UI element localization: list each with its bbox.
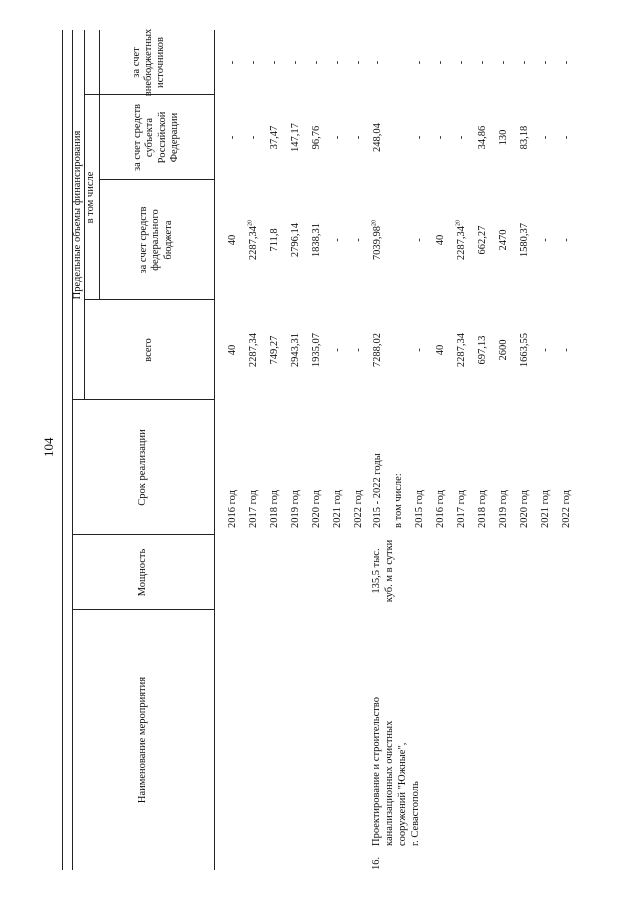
total-cell-value: 2287,34 — [456, 332, 467, 368]
period-cell-value: 2020 год — [519, 490, 530, 528]
regional-cell-value: 248,04 — [372, 123, 383, 152]
period-cell — [409, 400, 430, 528]
period-cell — [556, 400, 577, 528]
regional-cell — [306, 95, 327, 180]
total-cell — [243, 300, 264, 400]
total-cell — [222, 300, 243, 400]
period-cell-value: 2018 год — [269, 490, 280, 528]
item-name-line: сооружений "Южные", — [397, 742, 408, 846]
federal-cell-value: 7039,98 — [372, 225, 383, 261]
header-financing: Предельные объемы финансирования — [71, 130, 83, 300]
regional-cell-value: - — [332, 135, 343, 140]
federal-cell-value: 2287,34 — [248, 225, 259, 261]
extra-cell — [327, 30, 348, 95]
regional-cell — [409, 95, 430, 180]
footnote-ref: 20 — [247, 219, 254, 226]
total-cell-value: 749,27 — [269, 335, 280, 365]
extra-cell — [556, 30, 577, 95]
period-cell — [514, 400, 535, 528]
period-cell-value: 2021 год — [332, 490, 343, 528]
federal-cell-value: - — [414, 238, 425, 242]
header-name: Наименование мероприятия — [136, 676, 148, 804]
table-row — [264, 30, 285, 870]
period-cell-value: 2020 год — [311, 490, 322, 528]
federal-cell — [222, 180, 243, 300]
regional-cell-value: - — [414, 135, 425, 140]
federal-cell-value: - — [332, 238, 343, 242]
total-cell-value: 697,13 — [477, 335, 488, 365]
federal-cell-value: 2470 — [498, 229, 509, 251]
regional-cell-value: - — [561, 135, 572, 140]
regional-cell-value: 96,76 — [311, 125, 322, 150]
total-cell — [367, 300, 388, 400]
table-row — [348, 30, 369, 870]
period-cell — [306, 400, 327, 528]
table-row — [285, 30, 306, 870]
extra-cell-value: - — [540, 60, 551, 65]
total-cell-value: 40 — [227, 344, 238, 356]
document-footer — [0, 843, 1, 880]
extra-cell — [348, 30, 369, 95]
extra-cell — [306, 30, 327, 95]
regional-cell — [264, 95, 285, 180]
federal-cell-value: - — [561, 238, 572, 242]
extra-cell — [535, 30, 556, 95]
extra-cell-value: - — [227, 60, 238, 65]
federal-cell-value: 40 — [227, 234, 238, 246]
period-cell-value: 2016 год — [227, 490, 238, 528]
total-cell-value: - — [540, 348, 551, 352]
footnote-ref: 20 — [371, 219, 378, 226]
federal-cell-value: 40 — [435, 234, 446, 246]
table-row — [451, 30, 472, 870]
extra-cell — [222, 30, 243, 95]
header-capacity: Мощность — [136, 548, 148, 597]
item-capacity-line: 135,5 тыс. — [371, 548, 382, 594]
extra-cell-value: - — [519, 60, 530, 65]
total-cell — [472, 300, 493, 400]
total-cell-value: - — [414, 348, 425, 352]
table-row — [327, 30, 348, 870]
header-federal: за счет средств федерального бюджета — [138, 206, 174, 274]
federal-cell — [327, 180, 348, 300]
total-cell — [348, 300, 369, 400]
federal-cell — [514, 180, 535, 300]
table-row — [556, 30, 577, 870]
total-cell — [285, 300, 306, 400]
regional-cell — [535, 95, 556, 180]
table-row — [514, 30, 535, 870]
total-cell — [556, 300, 577, 400]
table-row — [306, 30, 327, 870]
period-cell-value: 2022 год — [353, 490, 364, 528]
extra-cell — [430, 30, 451, 95]
period-cell — [535, 400, 556, 528]
table-row — [493, 30, 514, 870]
including-label: в том числе: — [393, 473, 404, 528]
federal-cell-value: 662,27 — [477, 225, 488, 255]
header-total: всего — [142, 338, 154, 362]
federal-cell — [264, 180, 285, 300]
total-cell-value: - — [561, 348, 572, 352]
regional-cell-value: - — [540, 135, 551, 140]
federal-cell — [348, 180, 369, 300]
total-cell — [493, 300, 514, 400]
regional-cell-value: - — [456, 135, 467, 140]
federal-cell — [367, 180, 388, 300]
extra-cell — [264, 30, 285, 95]
period-cell — [243, 400, 264, 528]
federal-cell-value: 1838,31 — [311, 222, 322, 258]
regional-cell-value: - — [353, 135, 364, 140]
extra-cell — [409, 30, 430, 95]
item-name-line: г. Севастополь — [410, 781, 421, 846]
header-regional: за счет средств субъекта Российской Федерации — [132, 103, 180, 172]
period-cell-value: 2017 год — [456, 490, 467, 528]
regional-cell-value: 83,18 — [519, 125, 530, 150]
federal-cell — [430, 180, 451, 300]
table-row — [243, 30, 264, 870]
period-cell — [222, 400, 243, 528]
extra-cell-value: - — [332, 60, 343, 65]
extra-cell-value: - — [353, 60, 364, 65]
period-cell — [430, 400, 451, 528]
extra-cell — [514, 30, 535, 95]
regional-cell — [348, 95, 369, 180]
period-cell-value: 2016 год — [435, 490, 446, 528]
regional-cell-value: - — [248, 135, 259, 140]
header-including: в том числе — [85, 171, 97, 224]
federal-cell-value: - — [540, 238, 551, 242]
total-cell — [535, 300, 556, 400]
period-cell-value: 2015 год — [414, 490, 425, 528]
total-cell — [306, 300, 327, 400]
federal-cell — [472, 180, 493, 300]
item-name-line: Проектирование и строительство — [371, 697, 382, 846]
federal-cell — [556, 180, 577, 300]
period-cell-value: 2017 год — [248, 490, 259, 528]
federal-cell — [535, 180, 556, 300]
extra-cell-value: - — [311, 60, 322, 65]
total-cell-value: 1935,07 — [311, 332, 322, 368]
extra-cell — [472, 30, 493, 95]
regional-cell — [367, 95, 388, 180]
footnote-ref: 20 — [455, 219, 462, 226]
period-cell — [327, 400, 348, 528]
federal-cell — [409, 180, 430, 300]
header-period: Срок реализации — [136, 429, 148, 506]
page-number: 104 — [41, 437, 56, 457]
extra-cell — [493, 30, 514, 95]
federal-cell — [451, 180, 472, 300]
period-cell — [348, 400, 369, 528]
regional-cell-value: 37,47 — [269, 125, 280, 150]
federal-cell-value: - — [353, 238, 364, 242]
financing-table — [62, 28, 572, 870]
total-cell — [451, 300, 472, 400]
federal-cell-value: 1580,37 — [519, 222, 530, 258]
including-row — [388, 30, 409, 870]
total-cell — [514, 300, 535, 400]
table-row — [430, 30, 451, 870]
period-cell-value: 2019 год — [290, 490, 301, 528]
period-cell — [472, 400, 493, 528]
table-row — [222, 30, 243, 870]
total-cell-value: 7288,02 — [372, 332, 383, 368]
regional-cell — [243, 95, 264, 180]
regional-cell — [222, 95, 243, 180]
extra-cell — [451, 30, 472, 95]
extra-cell — [285, 30, 306, 95]
regional-cell — [472, 95, 493, 180]
total-cell-value: 40 — [435, 344, 446, 356]
regional-cell-value: - — [227, 135, 238, 140]
federal-cell — [493, 180, 514, 300]
total-cell-value: - — [353, 348, 364, 352]
total-cell-value: - — [332, 348, 343, 352]
total-cell-value: 2287,34 — [248, 332, 259, 368]
extra-cell-value: - — [498, 60, 509, 65]
federal-cell — [285, 180, 306, 300]
period-cell-value: 2015 - 2022 годы — [372, 453, 383, 528]
extra-cell-value: - — [414, 60, 425, 65]
extra-cell — [243, 30, 264, 95]
item-capacity-line: куб. м в сутки — [384, 539, 395, 603]
extra-cell-value: - — [477, 60, 488, 65]
extra-cell-value: - — [269, 60, 280, 65]
federal-cell — [243, 180, 264, 300]
total-cell — [409, 300, 430, 400]
regional-cell — [556, 95, 577, 180]
item-name-line: канализационных очистных — [384, 720, 395, 846]
federal-cell — [306, 180, 327, 300]
period-cell-value: 2022 год — [561, 490, 572, 528]
extra-cell-value: - — [435, 60, 446, 65]
regional-cell-value: 130 — [498, 129, 509, 146]
total-cell — [264, 300, 285, 400]
extra-cell-value: - — [561, 60, 572, 65]
extra-cell-value: - — [372, 60, 383, 65]
period-cell — [451, 400, 472, 528]
extra-cell — [367, 30, 388, 95]
regional-cell — [327, 95, 348, 180]
regional-cell-value: 34,86 — [477, 125, 488, 150]
regional-cell — [493, 95, 514, 180]
total-cell — [327, 300, 348, 400]
federal-cell-value: 2287,34 — [456, 225, 467, 261]
period-cell — [285, 400, 306, 528]
regional-cell-value: - — [435, 135, 446, 140]
regional-cell — [451, 95, 472, 180]
extra-cell-value: - — [290, 60, 301, 65]
regional-cell — [430, 95, 451, 180]
period-cell-value: 2021 год — [540, 490, 551, 528]
regional-cell — [285, 95, 306, 180]
period-cell-value: 2019 год — [498, 490, 509, 528]
total-cell-value: 2600 — [498, 339, 509, 361]
header-extra: за счет внебюджетных источников — [130, 28, 167, 97]
extra-cell-value: - — [456, 60, 467, 65]
table-row — [367, 30, 388, 870]
table-row — [409, 30, 430, 870]
table-row — [535, 30, 556, 870]
period-cell-value: 2018 год — [477, 490, 488, 528]
regional-cell — [514, 95, 535, 180]
federal-cell-value: 2796,14 — [290, 222, 301, 258]
extra-cell-value: - — [248, 60, 259, 65]
table-row — [472, 30, 493, 870]
period-cell — [493, 400, 514, 528]
total-cell-value: 2943,31 — [290, 332, 301, 368]
period-cell — [367, 400, 388, 528]
period-cell — [264, 400, 285, 528]
total-cell-value: 1663,55 — [519, 332, 530, 368]
total-cell — [430, 300, 451, 400]
federal-cell-value: 711,8 — [269, 228, 280, 252]
regional-cell-value: 147,17 — [290, 123, 301, 152]
item-number: 16. — [371, 856, 382, 870]
